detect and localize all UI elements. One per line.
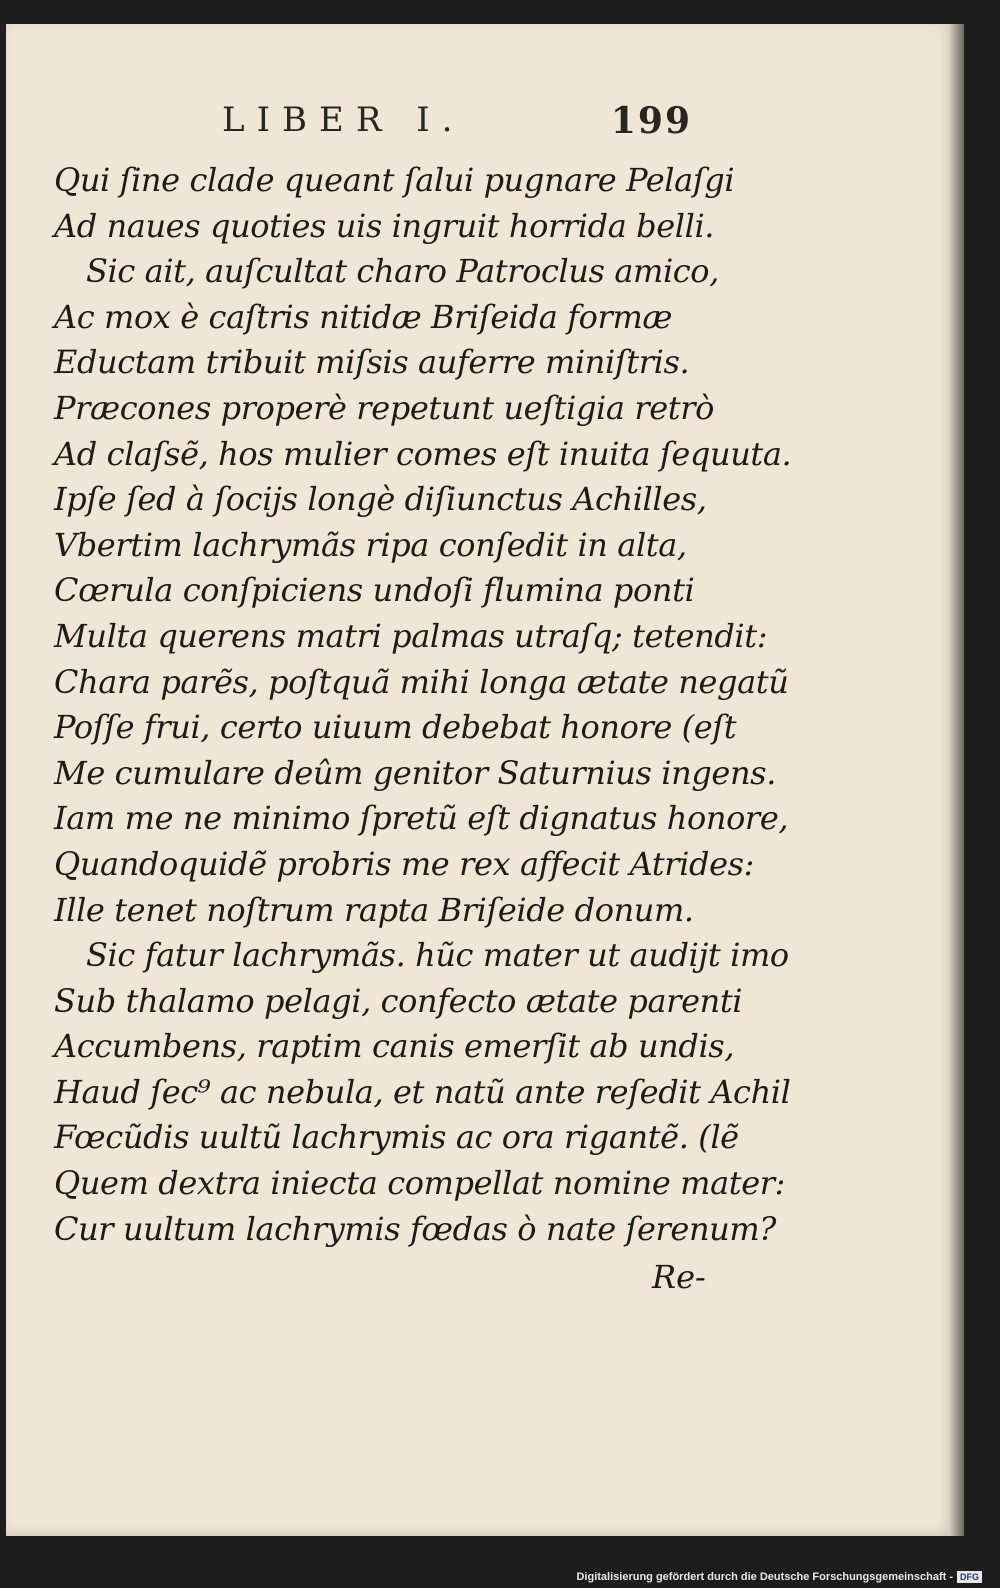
dfg-logo: DFG — [957, 1571, 982, 1583]
verse-line: Cœrula conſpiciens undoſi flumina ponti — [54, 571, 695, 610]
verse-line: Cur uultum lachrymis fœdas ò nate ſerenum? — [54, 1209, 777, 1248]
verse-line: Me cumulare deûm genitor Saturnius ingens. — [54, 753, 776, 792]
verse-text — [54, 158, 792, 1252]
verse-line: Sic fatur lachrymãs. hũc mater ut audijt imo — [86, 936, 789, 975]
verse-line: Ille tenet noſtrum rapta Briſeide donum. — [54, 890, 694, 929]
verse-line: Poſſe frui, certo uiuum debebat honore (eſt — [54, 708, 737, 747]
verse-line: Eductam tribuit miſsis auferre miniſtris. — [54, 343, 690, 382]
verse-line: Chara parẽs, poſtquã mihi longa ætate negatũ — [54, 662, 789, 701]
page-edge — [950, 24, 964, 1536]
verse-line: Quem dextra iniecta compellat nomine mater: — [54, 1164, 786, 1203]
verse-line: Præcones properè repetunt ueſtigia retrò — [54, 388, 714, 427]
footer-text: Digitalisierung gefördert durch die Deutsche Forschungsgemeinschaft - — [576, 1571, 953, 1583]
verse-line: Ac mox è caſtris nitidæ Briſeida formæ — [54, 297, 673, 336]
verse-line: Multa querens matri palmas utraſq; tetendit: — [54, 616, 768, 655]
verse-line: Ipſe ſed à ſocijs longè diſiunctus Achilles, — [54, 480, 707, 519]
footer-credit — [576, 1568, 982, 1586]
verse-line: Quandoquidẽ probris me rex affecit Atrides: — [54, 844, 755, 883]
running-title: LIBER I. — [222, 100, 465, 140]
verse-line: Haud ſec⁹ ac nebula, et natũ ante reſedit Achil — [54, 1072, 791, 1111]
verse-line: Sic ait, auſcultat charo Patroclus amico, — [86, 252, 719, 291]
verse-line: Accumbens, raptim canis emerſit ab undis, — [54, 1027, 735, 1066]
page-header — [222, 100, 692, 144]
catchword: Re- — [652, 1258, 706, 1296]
verse-line: Iam me ne minimo ſpretũ eſt dignatus honore, — [54, 799, 789, 838]
verse-line: Ad naues quoties uis ingruit horrida belli. — [54, 206, 715, 245]
verse-line: Vbertim lachrymãs ripa conſedit in alta, — [54, 525, 687, 564]
verse-line: Fœcũdis uultũ lachrymis ac ora rigantẽ. (lẽ — [54, 1118, 739, 1157]
verse-line: Ad claſsẽ, hos mulier comes eſt inuita ſequuta. — [54, 434, 792, 473]
verse-line: Qui ſine clade queant ſalui pugnare Pelaſgi — [54, 161, 735, 199]
verse-line: Sub thalamo pelagi, confecto ætate parenti — [54, 981, 743, 1020]
page-number: 199 — [610, 100, 692, 142]
